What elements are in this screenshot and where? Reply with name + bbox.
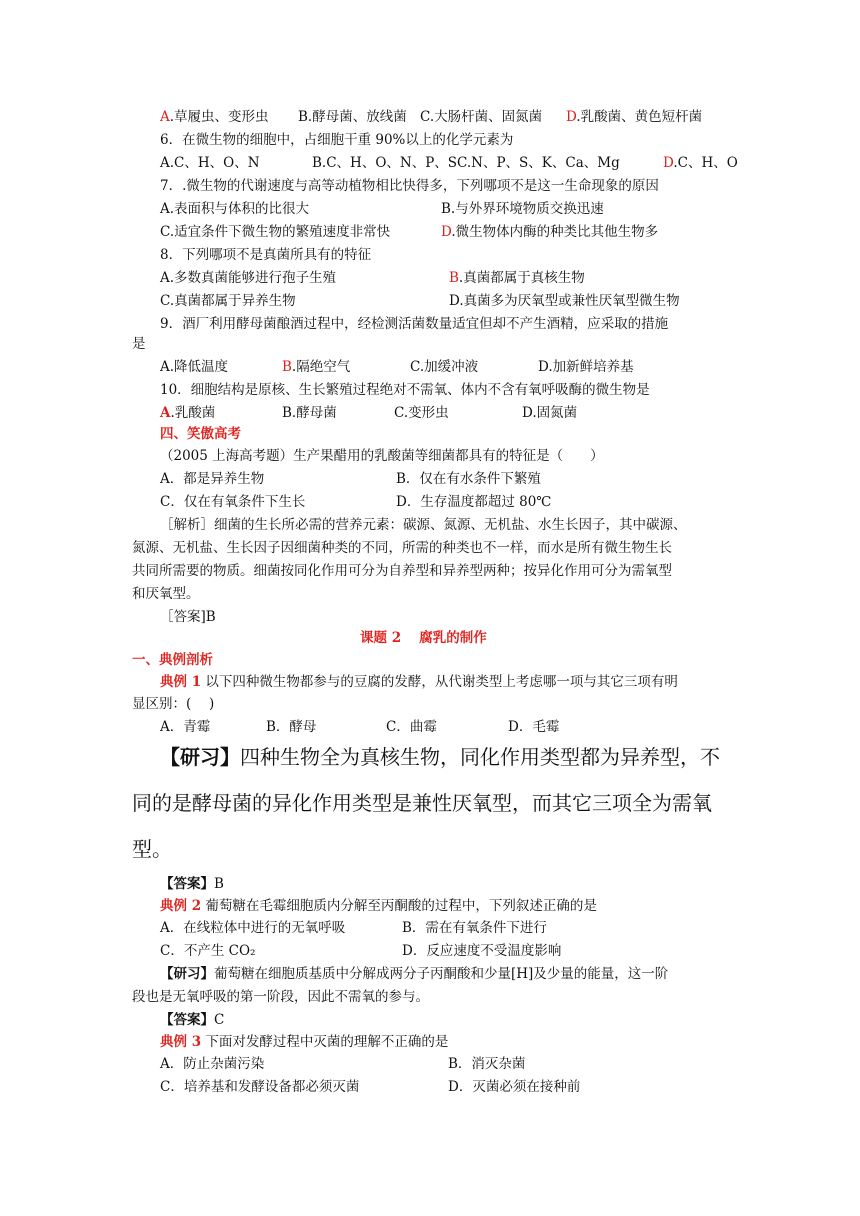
example-1-option-b: B．酵母 [266, 719, 317, 735]
example-2-option-a: A．在线粒体中进行的无氧呼吸 [160, 920, 346, 936]
q5-option-d-letter: D [566, 109, 577, 125]
gaokao-option-d: D．生存温度都超过 80℃ [396, 494, 552, 510]
example-1-option-d: D．毛霉 [508, 719, 560, 735]
q7-option-a: A.表面积与体积的比很大 [160, 201, 310, 217]
example-1-option-a: A．青霉 [160, 719, 211, 735]
q5-option-a-letter: A [160, 109, 170, 125]
example-3-label: 典例 3 [160, 1034, 202, 1050]
example-3-option-a: A．防止杂菌污染 [160, 1056, 265, 1072]
study-note-2-head: 【研习】 [160, 966, 214, 982]
document-page: A.草履虫、变形虫 B.酵母菌、放线菌 C.大肠杆菌、固氮菌 D.乳酸菌、黄色短杆菌 6．在微生物的细胞中，占细胞干重 90%以上的化学元素为 A.C、H、O、N B.C、H、O、N、P、SC.N、P、S、K、Ca、Mg D.C、H、O 7．.微生物的代谢速度与高等动植物相比快得多，下列哪项不是这一生命现象的原因 A.表面积与体积的比很大 B.与外界环境物质交换迅速 C.适宜条件下微生物的繁殖速度非常快 D.微生物体内酶的种类比其他生物多 8．下列哪项不是真菌所具有的特征 A.多数真菌能够进行孢子生殖 B.真菌都属于真核生物 C.真菌都属于异养生物 D.真菌多为厌氧型或兼性厌氧型微生物 9．酒厂利用酵母菌酿酒过程中，经检测活菌数量适宜但却不产生酒精，应采取的措施 是 A.降低温度 B.隔绝空气 C.加缓冲液 D.加新鲜培养基 10．细胞结构是原核、生长繁殖过程绝对不需氧、体内不含有氧呼吸酶的微生物是 A.乳酸菌 B.酵母菌 C.变形虫 D.固氮菌 四、笑傲高考 （2005 上海高考题）生产果醋用的乳酸菌等细菌都具有的特征是（ ） A．都是异养生物 B．仅在有水条件下繁殖 C．仅在有氧条件下生长 D．生存温度都超过 80℃ ［解析］细菌的生长所必需的营养元素：碳源、氮源、无机盐、水生长因子，其中碳源、 氮源、无机盐、生长因子因细菌种类的不同，所需的种类也不一样，而水是所有微生物生长 共同所需要的物质。细菌按同化作用可分为自养型和异养型两种；按异化作用可分为需氧型 和厌氧型。 ［答案]B 课题 2 腐乳的制作 一、典例剖析 典例 1 以下四种微生物都参与的豆腐的发酵，从代谢类型上考虑哪一项与其它三项有明 显区别：( ) A．青霉 B．酵母 C．曲霉 D．毛霉 【研习】四种生物全为真核生物，同化作用类型都为异养型，不 同的是酵母菌的异化作用类型是兼性厌氧型，而其它三项全为需氧 型。 【答案】B 典例 2 葡萄糖在毛霉细胞质内分解至丙酮酸的过程中，下列叙述正确的是 A．在线粒体中进行的无氧呼吸 B．需在有氧条件下进行 C．不产生 CO₂ D．反应速度不受温度影响 【研习】葡萄糖在细胞质基质中分解成两分子丙酮酸和少量[H]及少量的能量，这一阶 段也是无氧呼吸的第一阶段，因此不需氧的参与。 【答案】C 典例 3 下面对发酵过程中灭菌的理解不正确的是 A．防止杂菌污染 B．消灭杂菌 C．培养基和发酵设备都必须灭菌 D．灭菌必须在接种前 [132, 109, 738, 1095]
q9-option-d: D.加新鲜培养基 [538, 359, 634, 375]
example-3-option-d: D．灭菌必须在接种前 [448, 1079, 581, 1095]
q7-option-d-letter: D [441, 224, 452, 240]
q7-option-b: B.与外界环境物质交换迅速 [441, 201, 604, 217]
study-note-1-head: 【研习】 [160, 745, 240, 769]
q5-option-d: .乳酸菌、黄色短杆菌 [576, 109, 703, 125]
q6-option-a: A.C、H、O、N [160, 155, 260, 171]
q9-option-c: C.加缓冲液 [410, 359, 479, 375]
q10-option-b: B.酵母菌 [282, 405, 337, 421]
example-1-label: 典例 1 [160, 674, 202, 690]
q5-option-a: .草履虫、变形虫 [169, 109, 269, 125]
q6-option-d-letter: D [663, 155, 674, 171]
q10-option-d: D.固氮菌 [522, 405, 578, 421]
example-3-option-c: C．培养基和发酵设备都必须灭菌 [160, 1079, 360, 1095]
q8-option-a: A.多数真菌能够进行孢子生殖 [160, 270, 337, 286]
q9-option-b-letter: B [282, 359, 292, 375]
q10-option-c: C.变形虫 [394, 405, 449, 421]
q8-option-c: C.真菌都属于异养生物 [160, 293, 296, 309]
q5-option-c: C.大肠杆菌、固氮菌 [420, 109, 543, 125]
q7-option-c: C.适宜条件下微生物的繁殖速度非常快 [160, 224, 391, 240]
q9-option-a: A.降低温度 [160, 359, 229, 375]
q6-option-b: B.C、H、O、N、P、SC.N、P、S、K、Ca、Mg [312, 155, 620, 171]
q9-option-b: .隔绝空气 [291, 359, 351, 375]
example-2-label: 典例 2 [160, 898, 202, 914]
example-2-option-b: B．需在有氧条件下进行 [402, 920, 547, 936]
q10-option-a: .乳酸菌 [170, 405, 216, 421]
gaokao-option-b: B．仅在有水条件下繁殖 [396, 471, 541, 487]
example-3-option-b: B．消灭杂菌 [448, 1056, 526, 1072]
q7-option-d: .微生物体内酶的种类比其他生物多 [451, 224, 659, 240]
q8-option-b: .真菌都属于真核生物 [458, 270, 585, 286]
q10-option-a-letter: A [160, 405, 171, 421]
q8-option-d: D.真菌多为厌氧型或兼性厌氧型微生物 [449, 293, 680, 309]
gaokao-option-c: C．仅在有氧条件下生长 [160, 494, 306, 510]
example-2-option-c: C．不产生 CO₂ [160, 943, 256, 959]
q6-option-d: .C、H、O [673, 155, 738, 171]
example-1-option-c: C．曲霉 [386, 719, 437, 735]
q5-option-b: B.酵母菌、放线菌 [298, 109, 407, 125]
q8-option-b-letter: B [449, 270, 459, 286]
gaokao-option-a: A．都是异养生物 [160, 471, 265, 487]
example-2-option-d: D．反应速度不受温度影响 [402, 943, 562, 959]
